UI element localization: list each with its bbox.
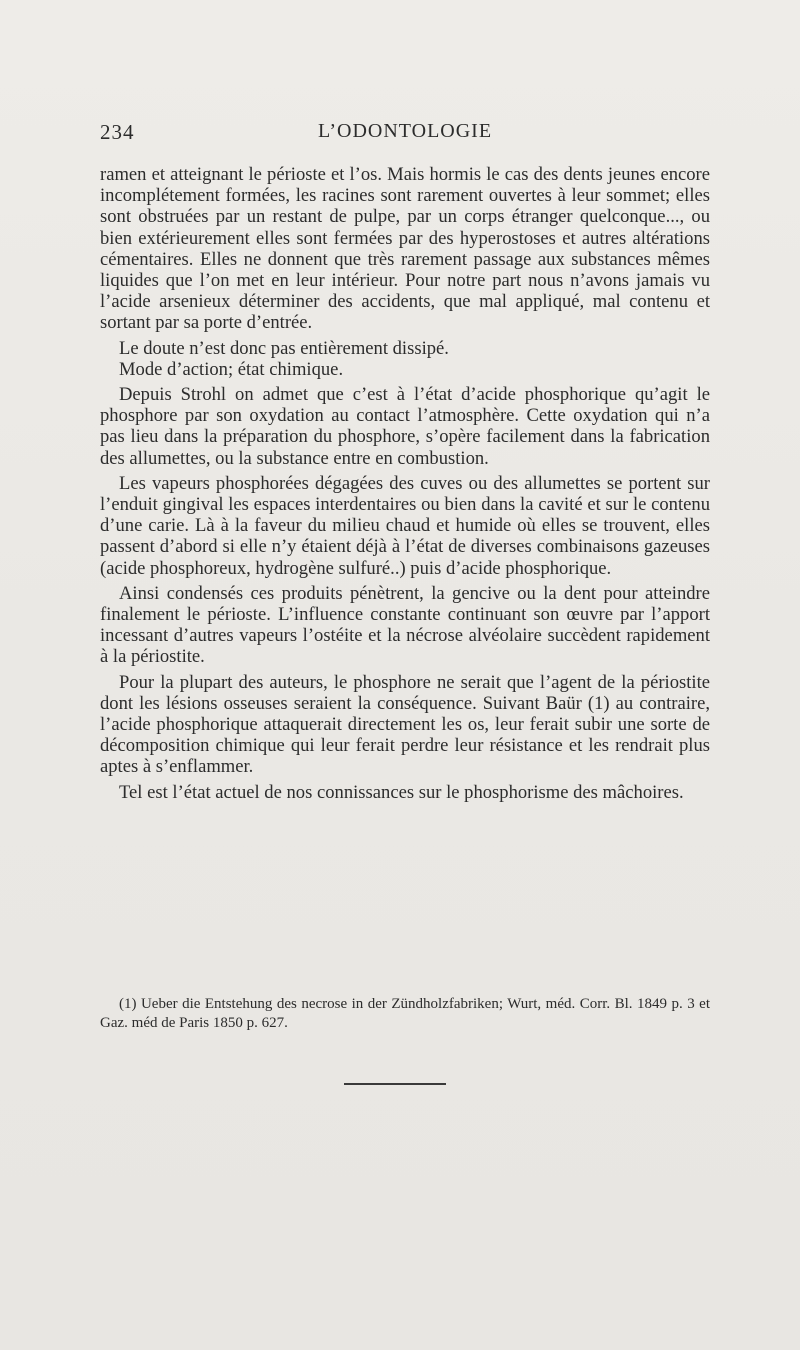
- section-heading-mode-action: Mode d’action; état chimique.: [119, 358, 344, 380]
- paragraph-conclusion: Tel est l’état actuel de nos connissances sur le phosphorisme des mâchoires.: [119, 781, 684, 803]
- page-header: [100, 120, 710, 150]
- paragraph-continuation: ramen et atteignant le périoste et l’os. Mais hormis le cas des dents jeunes encore incomplétement formées, les racines sont rarement ouvertes à leur sommet; elles sont obstruées par un restant de pulpe, par un corps étranger quelconque..., ou bien extérieurement elles sont fermées par des hyperostoses et autres altérations cémentaires. Elles ne donnent que très rarement passage aux substances mêmes liquides que l’on met en leur intérieur. Pour notre part nous n’avons jamais vu l’acide arsenieux déterminer des accidents, que mal appliqué, mal contenu et sortant par sa porte d’entrée.: [100, 164, 710, 334]
- page-number: 234: [100, 120, 135, 144]
- paragraph-strohl: Depuis Strohl on admet que c’est à l’état d’acide phosphorique qu’agit le phosphore par son oxydation au contact l’atmosphère. Cette oxydation qui n’a pas lieu dans la préparation du phosphore, s’opère facilement dans la fabrication des allumettes, ou la substance entre en combustion.: [100, 384, 710, 469]
- body-text: [100, 164, 710, 807]
- paragraph-doubt: Le doute n’est donc pas entièrement dissipé.: [119, 337, 449, 359]
- running-title: L’ODONTOLOGIE: [317, 120, 493, 142]
- paragraph-auteurs: Pour la plupart des auteurs, le phosphore ne serait que l’agent de la périostite dont les lésions osseuses seraient la conséquence. Suivant Baür (1) au contraire, l’acide phosphorique attaquerait directement les os, leur ferait subir une sorte de décomposition chimique qui leur ferait perdre leur résistance et les rendrait plus aptes à s’enflammer.: [100, 671, 710, 778]
- paragraph-condenses: Ainsi condensés ces produits pénètrent, la gencive ou la dent pour atteindre finalement le périoste. L’influence constante continuant son œuvre par l’apport incessant d’autres vapeurs l’ostéite et la nécrose alvéolaire succèdent rapidement à la périostite.: [100, 582, 710, 668]
- paragraph-vapeurs: Les vapeurs phosphorées dégagées des cuves ou des allumettes se portent sur l’enduit gingival les espaces interdentaires ou bien dans la cavité et sur le contenu d’une carie. Là à la faveur du milieu chaud et humide où elles se trouvent, elles passent d’abord si elle n’y étaient déjà à l’état de diverses combinaisons gazeuses (acide phosphoreux, hydrogène sulfuré..) puis d’acide phosphorique.: [100, 472, 710, 579]
- footnote-text: (1) Ueber die Entstehung des necrose in der Zündholzfabriken; Wurt, méd. Corr. Bl. 1849 p. 3 et Gaz. méd de Paris 1850 p. 627.: [100, 996, 710, 1031]
- end-rule: [344, 1083, 446, 1085]
- footnote: [100, 995, 710, 1032]
